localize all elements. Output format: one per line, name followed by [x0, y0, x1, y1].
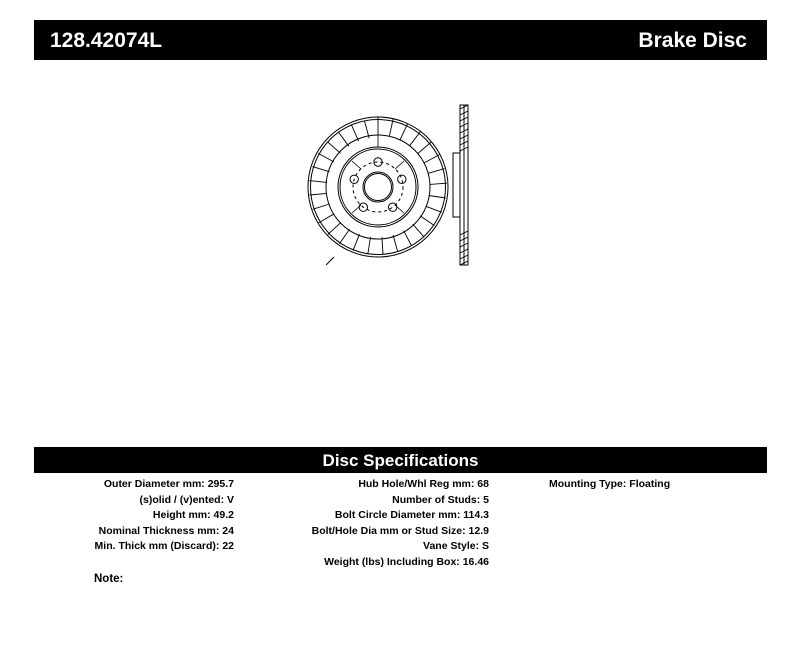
note-label: Note: [94, 573, 124, 585]
spec-item: Nominal Thickness mm: 24 [98, 524, 234, 537]
header-bar [34, 20, 767, 60]
spec-item: Outer Diameter mm: 295.7 [103, 478, 234, 490]
spec-column-middle [249, 477, 489, 570]
part-number: 128.42074L [50, 28, 163, 52]
spec-column-left [34, 477, 234, 555]
spec-item: Bolt Circle Diameter mm: 114.3 [334, 509, 489, 521]
spec-item: Bolt/Hole Dia mm or Stud Size: 12.9 [311, 524, 489, 537]
spec-item: Weight (lbs) Including Box: 16.46 [324, 555, 489, 568]
spec-column-right [549, 477, 767, 493]
spec-item: (s)olid / (v)ented: V [139, 493, 234, 506]
disc-specifications-title: Disc Specifications [322, 450, 479, 470]
spec-item: Vane Style: S [423, 540, 489, 552]
spec-item: Height mm: 49.2 [152, 509, 234, 521]
product-type-label: Brake Disc [638, 28, 747, 52]
disc-specifications-bar [34, 447, 767, 473]
spec-item: Number of Studs: 5 [392, 493, 489, 506]
spec-item: Min. Thick mm (Discard): 22 [94, 540, 234, 552]
spec-item: Mounting Type: Floating [549, 478, 671, 490]
brake-rotor-drawing [290, 95, 520, 285]
spec-item: Hub Hole/Whl Reg mm: 68 [358, 478, 489, 490]
